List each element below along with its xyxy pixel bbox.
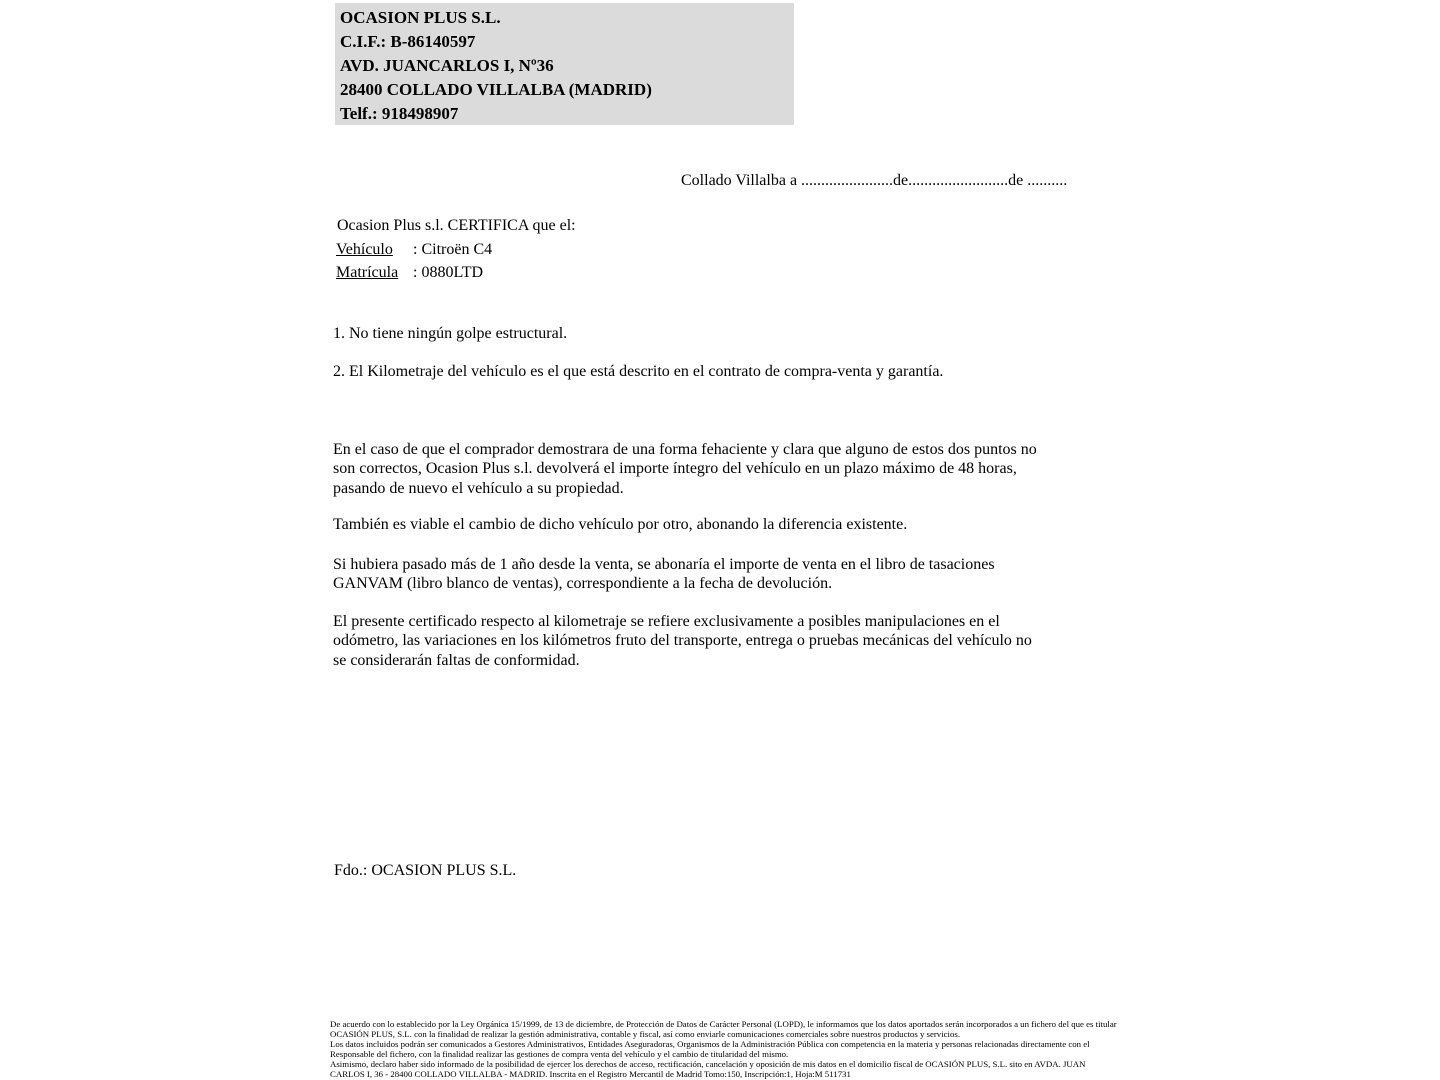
company-cif: C.I.F.: B-86140597	[340, 32, 476, 51]
paragraph-line: se considerarán faltas de conformidad.	[333, 651, 580, 669]
paragraph-line: son correctos, Ocasion Plus s.l. devolverá el importe íntegro del vehículo en un plazo máximo de 48 horas,	[333, 460, 1017, 478]
paragraph-exchange-option	[333, 515, 907, 534]
date-place-line: Collado Villalba a .......................de.........................de ..........	[681, 172, 1068, 189]
certification-intro: Ocasion Plus s.l. CERTIFICA que el:	[337, 217, 576, 234]
paragraph-line: GANVAM (libro blanco de ventas), correspondiente a la fecha de devolución.	[333, 575, 833, 593]
legal-footer-line: CARLOS I, 36 - 28400 COLLADO VILLALBA - MADRID. Inscrita en el Registro Mercantil de Madrid Tomo:150, Inscripción:1, Hoja:M 511731	[330, 1069, 851, 1079]
vehicle-label: Vehículo	[336, 241, 393, 258]
legal-footer	[330, 1019, 1117, 1079]
legal-footer-line: Responsable del fichero, con la finalidad realizar las gestiones de compra venta del vehículo y el cambio de titularidad del mismo.	[330, 1049, 789, 1059]
company-address: AVD. JUANCARLOS I, Nº36	[340, 56, 554, 75]
legal-footer-line: De acuerdo con lo establecido por la Ley Orgánica 15/1999, de 13 de diciembre, de Protección de Datos de Carácter Personal (LOPD), le informamos que los datos aportados serán incorporados a un fichero del que es titular	[330, 1019, 1117, 1029]
vehicle-value: : Citroën C4	[413, 241, 493, 258]
legal-footer-line: Los datos incluidos podrán ser comunicados a Gestores Administrativos, Entidades Aseguradoras, Organismos de la Administración Pública con competencia en la materia y personas relacionadas directamente con el	[330, 1039, 1090, 1049]
legal-footer-line: Asimismo, declaro haber sido informado de la posibilidad de ejercer los derechos de acceso, rectificación, cancelación y oposición de mis datos en el domicilio fiscal de OCASIÓN PLUS, S.L. sito en AVDA. JUAN	[330, 1059, 1086, 1069]
company-city: 28400 COLLADO VILLALBA (MADRID)	[340, 80, 652, 99]
paragraph-line: El presente certificado respecto al kilometraje se refiere exclusivamente a posibles manipulaciones en el	[333, 613, 1000, 630]
paragraph-line: odómetro, las variaciones en los kilómetros fruto del transporte, entrega o pruebas mecánicas del vehículo no	[333, 632, 1032, 650]
vehicle-label-wrap	[336, 241, 413, 259]
company-phone: Telf.: 918498907	[340, 104, 459, 123]
paragraph-line: También es viable el cambio de dicho vehículo por otro, abonando la diferencia existente.	[333, 516, 908, 533]
company-name: OCASION PLUS S.L.	[340, 8, 501, 27]
signature-line: Fdo.: OCASION PLUS S.L.	[334, 862, 517, 879]
paragraph-refund-terms	[333, 440, 1037, 498]
paragraph-odometer-disclaimer	[333, 612, 1032, 670]
plate-value: : 0880LTD	[413, 264, 484, 281]
plate-label-wrap	[336, 264, 413, 282]
paragraph-ganvam-valuation	[333, 555, 995, 594]
paragraph-line: pasando de nuevo el vehículo a su propiedad.	[333, 479, 624, 497]
paragraph-line: En el caso de que el comprador demostrara de una forma fehaciente y clara que alguno de estos dos puntos no	[333, 441, 1037, 458]
plate-row	[336, 264, 483, 282]
certified-point-2: 2. El Kilometraje del vehículo es el que está descrito en el contrato de compra-venta y garantía.	[333, 363, 944, 380]
certified-point-1: 1. No tiene ningún golpe estructural.	[333, 325, 568, 342]
legal-footer-line: OCASIÓN PLUS, S.L. con la finalidad de realizar la gestión administrativa, contable y fiscal, así como enviarle comunicaciones comerciales sobre nuestros productos y servicios.	[330, 1029, 961, 1039]
paragraph-line: Si hubiera pasado más de 1 año desde la venta, se abonaría el importe de venta en el libro de tasaciones	[333, 556, 995, 573]
vehicle-row	[336, 241, 492, 259]
plate-label: Matrícula	[336, 264, 399, 281]
company-header-box	[335, 3, 794, 125]
